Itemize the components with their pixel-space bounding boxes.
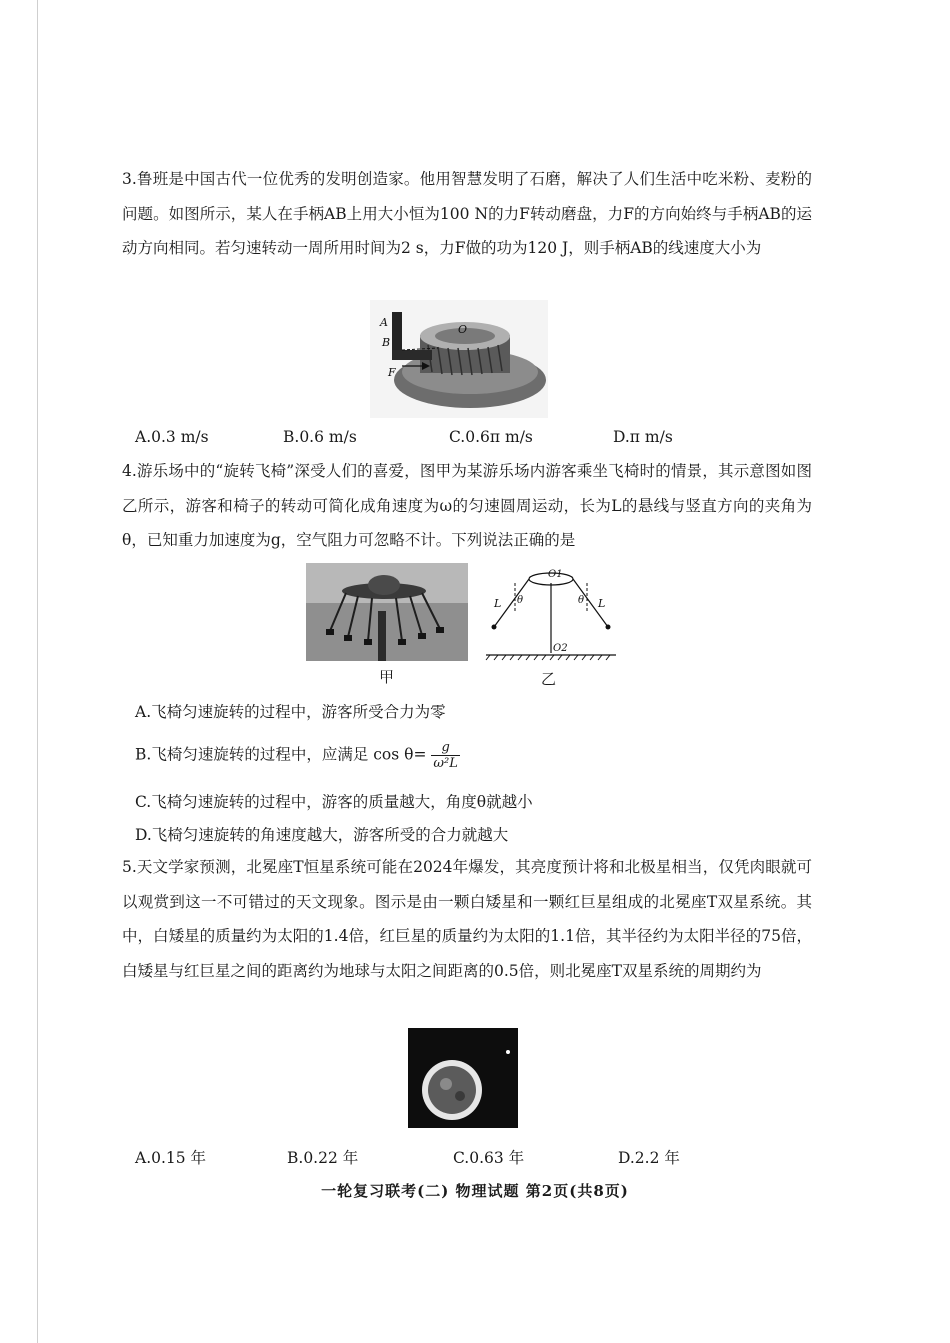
q4-option-c: C.飞椅匀速旋转的过程中，游客的质量越大，角度θ就越小 (135, 793, 533, 811)
label-theta-left: θ (517, 595, 524, 606)
binary-star-photo (408, 1028, 518, 1128)
q3-option-a: A.0.3 m/s (135, 428, 209, 446)
label-a: A (380, 316, 388, 329)
question-5-options (135, 1146, 815, 1172)
question-3-options (135, 428, 815, 454)
question-5-text: 5.天文学家预测，北冕座T恒星系统可能在2024年爆发，其亮度预计将和北极星相当，仅凭肉眼就可以观赏到这一不可错过的天文现象。图示是由一颗白矮星和一颗红巨星组成的北冕座T双星系统。其中，白矮星的质量约为太阳的1.4倍，红巨星的质量约为太阳的1.1倍，其半径约为太阳半径的75倍，白矮星与红巨星之间的距离约为地球与太阳之间距离的0.5倍，则北冕座T双星系统的周期约为 (122, 858, 812, 980)
label-l-left: L (494, 597, 502, 610)
flying-chair-diagram (484, 563, 618, 663)
label-b: B (382, 336, 391, 349)
fraction-numerator: g (431, 740, 459, 756)
label-f: F (388, 366, 396, 379)
q3-option-c: C.0.6π m/s (449, 428, 533, 446)
fraction-denominator: ω²L (433, 756, 458, 771)
q4-option-b (135, 740, 460, 771)
label-theta-right: θ (578, 595, 585, 606)
question-3-text: 3.鲁班是中国古代一位优秀的发明创造家。他用智慧发明了石磨，解决了人们生活中吃米粉、麦粉的问题。如图所示，某人在手柄AB上用大小恒为100 N的力F转动磨盘，力F的方向始终与手柄AB的运动方向相同。若匀速转动一周所用时间为2 s，力F做的功为120 J，则手柄AB的线速度大小为 (122, 170, 812, 257)
millstone-figure (370, 300, 548, 418)
q4-option-d: D.飞椅匀速旋转的角速度越大，游客所受的合力就越大 (135, 826, 509, 844)
q3-option-d: D.π m/s (613, 428, 673, 446)
q5-option-a: A.0.15 年 (135, 1149, 207, 1167)
label-o2: O2 (553, 643, 568, 654)
q5-option-c: C.0.63 年 (453, 1149, 525, 1167)
q3-option-b: B.0.6 m/s (283, 428, 357, 446)
flying-chair-photo (306, 563, 468, 661)
label-o: O (458, 323, 468, 336)
caption-jia: 甲 (379, 668, 395, 686)
question-5 (122, 850, 812, 988)
q4-option-b-text: B.飞椅匀速旋转的过程中，应满足 cos θ= (135, 745, 427, 764)
label-o1: O1 (548, 569, 563, 580)
question-4 (122, 454, 812, 558)
q4-option-b-fraction (431, 740, 459, 771)
question-4-text: 4.游乐场中的“旋转飞椅”深受人们的喜爱，图甲为某游乐场内游客乘坐飞椅时的情景，其示意图如图乙所示，游客和椅子的转动可简化成角速度为ω的匀速圆周运动，长为L的悬线与竖直方向的夹角为θ，已知重力加速度为g，空气阻力可忽略不计。下列说法正确的是 (122, 462, 812, 549)
caption-yi: 乙 (541, 670, 557, 688)
binding-line (37, 0, 38, 1343)
page-footer: 一轮复习联考(二) 物理试题 第2页(共8页) (321, 1182, 629, 1200)
q5-option-d: D.2.2 年 (618, 1149, 680, 1167)
q4-option-a: A.飞椅匀速旋转的过程中，游客所受合力为零 (135, 703, 446, 721)
q5-option-b: B.0.22 年 (287, 1149, 359, 1167)
question-3 (122, 162, 812, 266)
label-l-right: L (598, 597, 606, 610)
